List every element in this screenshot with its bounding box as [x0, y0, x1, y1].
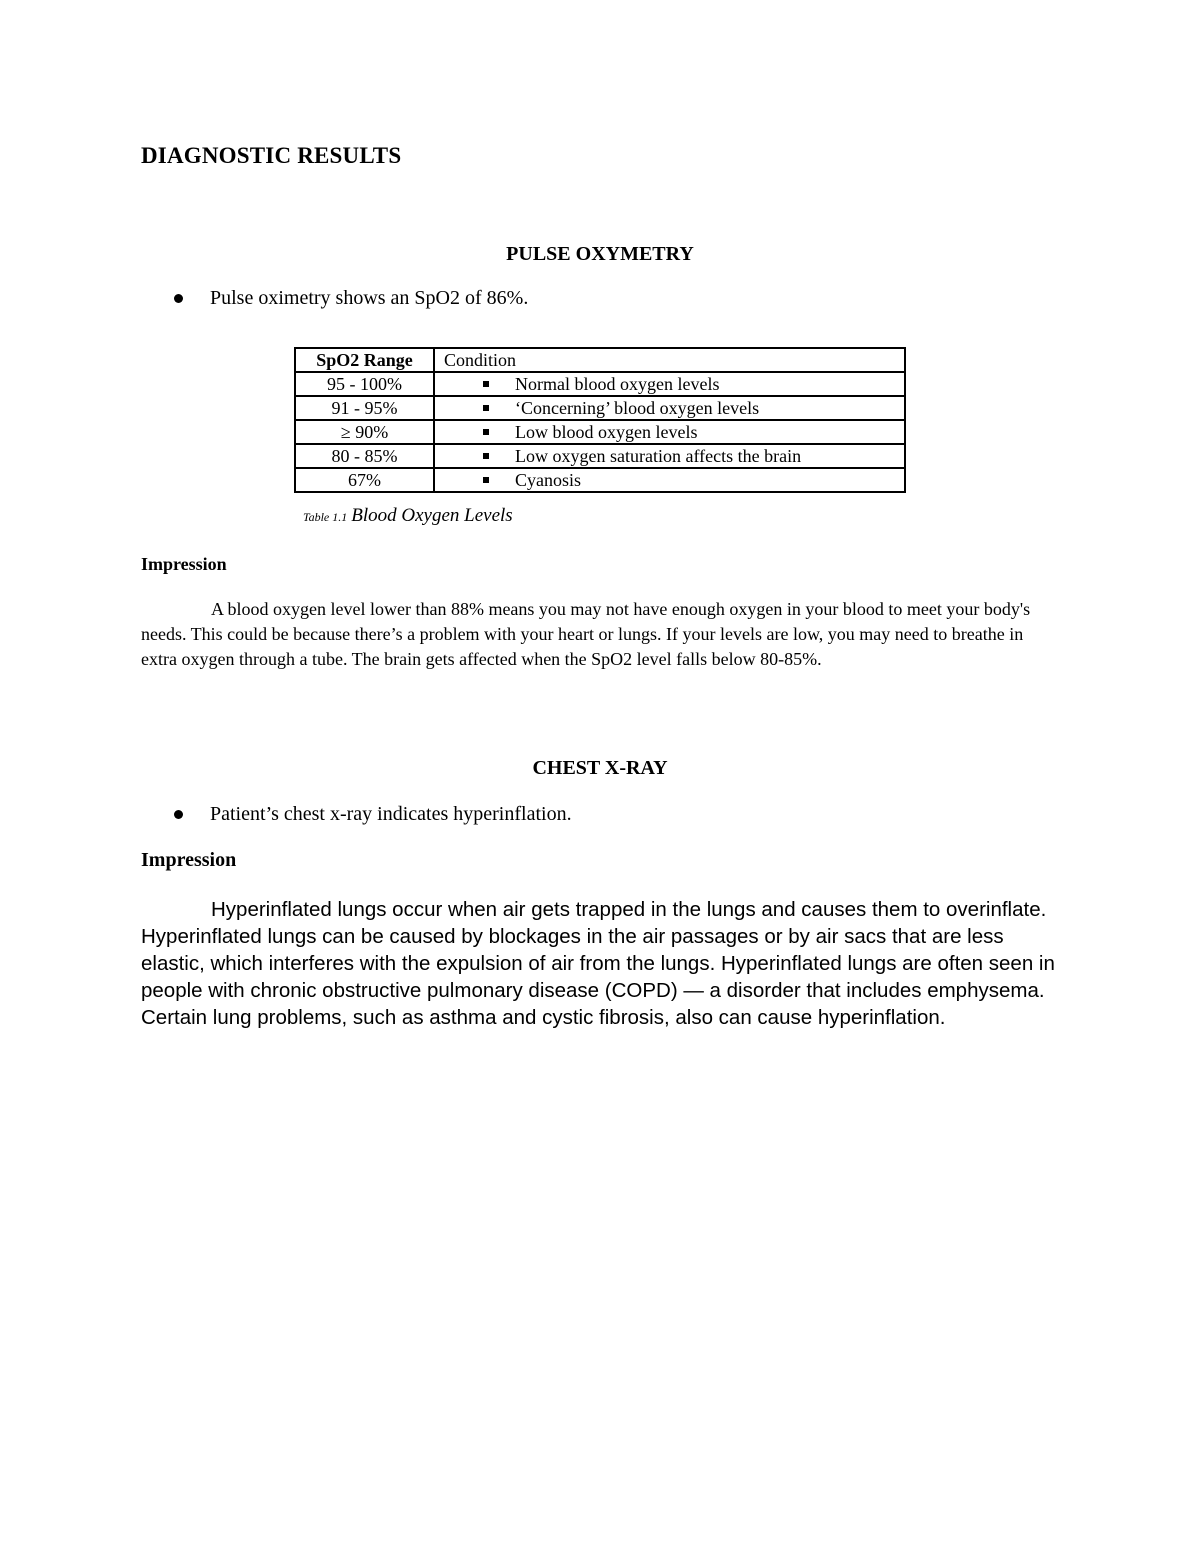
table-row [295, 444, 905, 468]
table-header-spo2-range: SpO2 Range [295, 348, 434, 372]
condition-cell [434, 468, 905, 492]
condition-cell [434, 396, 905, 420]
table-row [295, 420, 905, 444]
condition-text: Low blood oxygen levels [515, 422, 698, 442]
table-header-row [295, 348, 905, 372]
pulse-oxymetry-impression-label: Impression [141, 554, 227, 574]
table-header-condition: Condition [434, 348, 905, 372]
table-caption [303, 505, 513, 527]
square-bullet-icon [483, 453, 489, 459]
condition-cell [434, 372, 905, 396]
condition-text: Normal blood oxygen levels [515, 374, 720, 394]
range-cell: 67% [295, 468, 434, 492]
condition-text: ‘Concerning’ blood oxygen levels [515, 398, 760, 418]
condition-text: Low oxygen saturation affects the brain [515, 446, 802, 466]
square-bullet-icon [483, 381, 489, 387]
table-row [295, 372, 905, 396]
square-bullet-icon [483, 477, 489, 483]
condition-text: Cyanosis [515, 470, 582, 490]
range-cell: ≥ 90% [295, 420, 434, 444]
range-cell: 95 - 100% [295, 372, 434, 396]
pulse-oxymetry-impression-text: A blood oxygen level lower than 88% means you may not have enough oxygen in your blood to meet your body's needs. This could be because there’s a problem with your heart or lungs. If your levels are low, you may need to breathe in extra oxygen through a tube. The brain gets affected when the SpO2 level falls below 80-85%. [141, 599, 1031, 669]
bullet-dot-icon [174, 810, 183, 819]
chest-xray-bullet-text: Patient’s chest x-ray indicates hyperinflation. [210, 803, 572, 825]
pulse-oxymetry-bullet-text: Pulse oximetry shows an SpO2 of 86%. [210, 287, 529, 309]
pulse-oxymetry-bullet [174, 287, 528, 310]
square-bullet-icon [483, 405, 489, 411]
document-title: DIAGNOSTIC RESULTS [141, 143, 402, 168]
condition-cell [434, 420, 905, 444]
range-cell: 80 - 85% [295, 444, 434, 468]
square-bullet-icon [483, 429, 489, 435]
table-caption-text: Blood Oxygen Levels [351, 505, 513, 526]
chest-xray-impression-text: Hyperinflated lungs occur when air gets trapped in the lungs and causes them to overinflate. Hyperinflated lungs can be caused by blockages in the air passages or by air sacs that are less elastic, which interferes with the expulsion of air from the lungs. Hyperinflated lungs are often seen in people with chronic obstructive pulmonary disease (COPD) — a disorder that includes emphysema. Certain lung problems, such as asthma and cystic fibrosis, also can cause hyperinflation. [141, 898, 1055, 1029]
spo2-table [294, 347, 906, 493]
bullet-dot-icon [174, 294, 183, 303]
chest-xray-heading: CHEST X-RAY [532, 757, 668, 779]
chest-xray-bullet [174, 803, 572, 826]
condition-cell [434, 444, 905, 468]
table-row [295, 396, 905, 420]
table-caption-prefix: Table 1.1 [303, 510, 348, 524]
table-row [295, 468, 905, 492]
pulse-oxymetry-heading: PULSE OXYMETRY [506, 243, 694, 265]
chest-xray-impression-label: Impression [141, 849, 237, 871]
range-cell: 91 - 95% [295, 396, 434, 420]
